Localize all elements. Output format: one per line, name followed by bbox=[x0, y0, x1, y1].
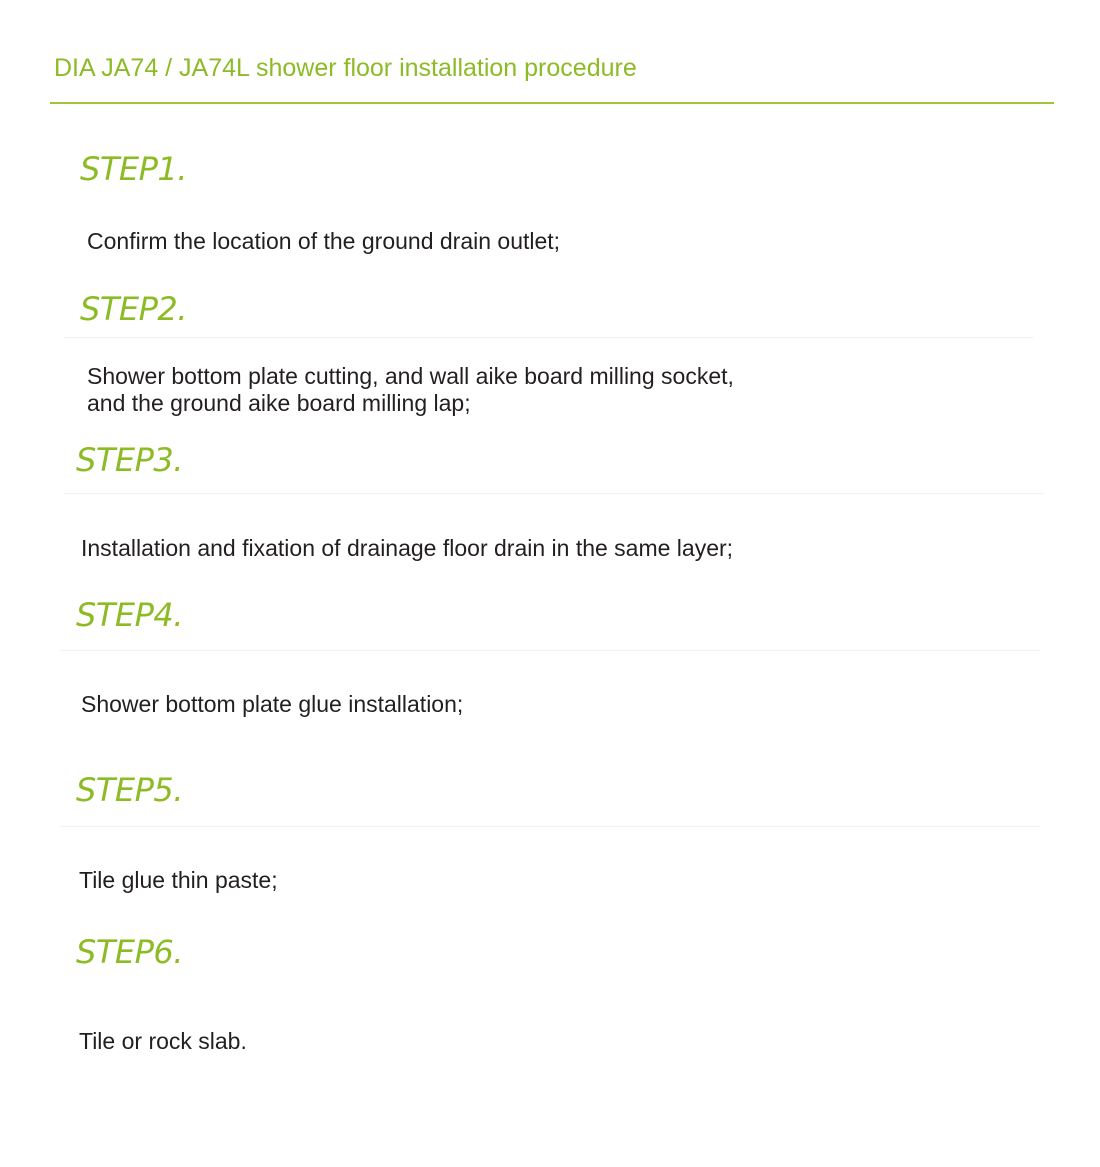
step-2-heading: STEP2. bbox=[80, 290, 187, 328]
step-2-text-line-1: Shower bottom plate cutting, and wall aike board milling socket, bbox=[87, 363, 734, 389]
step-4-heading: STEP4. bbox=[76, 596, 183, 634]
step-5-heading: STEP5. bbox=[76, 771, 183, 809]
step-4-divider bbox=[60, 650, 1040, 651]
step-3-text: Installation and fixation of drainage floor drain in the same layer; bbox=[81, 535, 734, 561]
step-2-text-line-2: and the ground aike board milling lap; bbox=[87, 390, 471, 416]
step-1-heading: STEP1. bbox=[80, 150, 187, 188]
step-6-text: Tile or rock slab. bbox=[79, 1028, 247, 1054]
step-5-divider bbox=[60, 826, 1040, 827]
step-6-heading: STEP6. bbox=[76, 933, 183, 971]
step-3-divider bbox=[64, 493, 1044, 494]
step-4-text: Shower bottom plate glue installation; bbox=[81, 691, 464, 717]
page-title: DIA JA74 / JA74L shower floor installation procedure bbox=[54, 54, 637, 82]
step-3-heading: STEP3. bbox=[76, 441, 183, 479]
step-1-text: Confirm the location of the ground drain outlet; bbox=[87, 228, 561, 254]
step-2-divider bbox=[64, 337, 1034, 338]
title-divider bbox=[50, 102, 1054, 104]
step-5-text: Tile glue thin paste; bbox=[79, 867, 278, 893]
